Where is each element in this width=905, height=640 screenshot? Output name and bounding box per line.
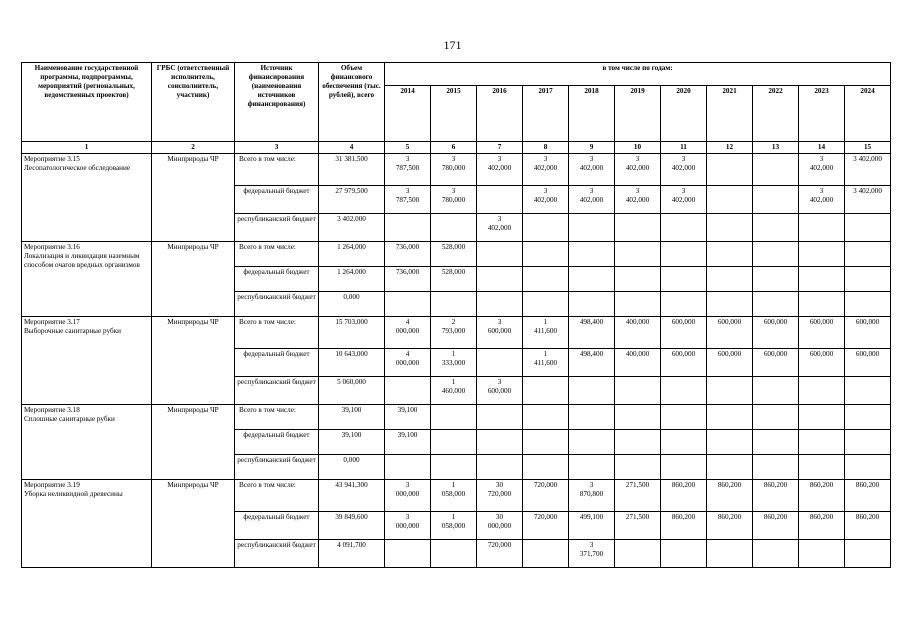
- year-value: [523, 267, 569, 292]
- year-value: 3 402,000: [845, 154, 891, 186]
- year-header: 2020: [661, 86, 707, 142]
- year-value: [523, 455, 569, 480]
- year-value: 3 000,000: [385, 512, 431, 540]
- year-value: [753, 405, 799, 430]
- measure-name: Мероприятие 3.17 Выборочные санитарные рубки: [22, 317, 152, 405]
- year-value: 1 058,000: [431, 512, 477, 540]
- year-value: 600,000: [707, 317, 753, 349]
- year-value: [845, 292, 891, 317]
- year-value: [753, 377, 799, 405]
- year-value: [569, 292, 615, 317]
- header-source: Источник финансирования (наименования источников финансирования): [235, 63, 319, 142]
- year-value: 600,000: [845, 317, 891, 349]
- year-value: [523, 430, 569, 455]
- year-value: [661, 377, 707, 405]
- year-value: 3 780,000: [431, 186, 477, 214]
- year-value: [431, 430, 477, 455]
- grbs-cell: Минприроды ЧР: [152, 317, 235, 405]
- grbs-cell: Минприроды ЧР: [152, 242, 235, 317]
- year-value: [753, 242, 799, 267]
- funding-source: республиканский бюджет: [235, 455, 319, 480]
- column-number: 7: [477, 142, 523, 154]
- funding-source: Всего в том числе:: [235, 154, 319, 186]
- funding-source: республиканский бюджет: [235, 292, 319, 317]
- year-header: 2017: [523, 86, 569, 142]
- funding-source: федеральный бюджет: [235, 512, 319, 540]
- year-value: [845, 430, 891, 455]
- year-value: 1 460,000: [431, 377, 477, 405]
- year-value: [477, 405, 523, 430]
- year-header: 2014: [385, 86, 431, 142]
- year-value: [385, 214, 431, 242]
- year-value: [845, 540, 891, 568]
- year-value: [431, 292, 477, 317]
- year-value: [799, 267, 845, 292]
- year-value: 720,000: [523, 512, 569, 540]
- column-number: 13: [753, 142, 799, 154]
- column-number: 12: [707, 142, 753, 154]
- measure-name: Мероприятие 3.18 Сплошные санитарные рубки: [22, 405, 152, 480]
- year-header: 2023: [799, 86, 845, 142]
- year-value: 3 402,000: [523, 154, 569, 186]
- column-number: 3: [235, 142, 319, 154]
- year-value: [431, 214, 477, 242]
- header-volume: Объем финансового обеспечения (тыс. рублей), всего: [319, 63, 385, 142]
- year-value: [477, 267, 523, 292]
- year-value: 860,200: [799, 512, 845, 540]
- year-value: 3 600,000: [477, 317, 523, 349]
- year-value: [569, 214, 615, 242]
- year-value: 3 402,000: [615, 154, 661, 186]
- year-header: 2021: [707, 86, 753, 142]
- year-value: [615, 214, 661, 242]
- year-value: [523, 405, 569, 430]
- year-value: 600,000: [753, 317, 799, 349]
- year-value: [753, 267, 799, 292]
- year-value: 3 000,000: [385, 480, 431, 512]
- total-volume: 3 402,000: [319, 214, 385, 242]
- year-value: 39,100: [385, 430, 431, 455]
- year-value: [477, 430, 523, 455]
- year-header: 2016: [477, 86, 523, 142]
- year-value: 600,000: [661, 349, 707, 377]
- year-value: 3 371,700: [569, 540, 615, 568]
- year-value: [753, 430, 799, 455]
- year-value: 3 402,000: [477, 154, 523, 186]
- year-value: [707, 154, 753, 186]
- year-value: [845, 214, 891, 242]
- year-value: [799, 214, 845, 242]
- year-value: 600,000: [661, 317, 707, 349]
- year-value: 860,200: [845, 480, 891, 512]
- measure-name: Мероприятие 3.19 Уборка неликвидной древесины: [22, 480, 152, 568]
- year-value: [661, 242, 707, 267]
- total-volume: 0,000: [319, 292, 385, 317]
- year-value: 3 402,000: [477, 214, 523, 242]
- funding-source: федеральный бюджет: [235, 349, 319, 377]
- total-volume: 39,100: [319, 430, 385, 455]
- year-value: 528,000: [431, 242, 477, 267]
- year-value: 4 000,000: [385, 349, 431, 377]
- year-value: [615, 430, 661, 455]
- year-value: 3 870,800: [569, 480, 615, 512]
- year-value: [845, 455, 891, 480]
- year-value: 860,200: [845, 512, 891, 540]
- table-row: [22, 480, 891, 512]
- funding-source: федеральный бюджет: [235, 186, 319, 214]
- year-value: [569, 405, 615, 430]
- year-value: [707, 267, 753, 292]
- total-volume: 0,000: [319, 455, 385, 480]
- year-value: 271,500: [615, 512, 661, 540]
- column-number: 14: [799, 142, 845, 154]
- table-row: [22, 242, 891, 267]
- year-value: [523, 292, 569, 317]
- year-header: 2018: [569, 86, 615, 142]
- column-number: 15: [845, 142, 891, 154]
- table-row: [22, 317, 891, 349]
- year-value: [845, 242, 891, 267]
- year-value: [569, 430, 615, 455]
- year-value: [799, 430, 845, 455]
- year-value: [477, 292, 523, 317]
- year-value: [385, 292, 431, 317]
- total-volume: 31 381,500: [319, 154, 385, 186]
- year-value: 498,400: [569, 317, 615, 349]
- year-value: [661, 292, 707, 317]
- year-value: 3 600,000: [477, 377, 523, 405]
- year-value: [753, 540, 799, 568]
- year-value: [753, 186, 799, 214]
- year-value: [523, 242, 569, 267]
- year-value: 860,200: [799, 480, 845, 512]
- total-volume: 1 264,000: [319, 242, 385, 267]
- year-value: [615, 292, 661, 317]
- year-header: 2022: [753, 86, 799, 142]
- column-number: 8: [523, 142, 569, 154]
- year-value: [615, 405, 661, 430]
- year-value: 3 402,000: [523, 186, 569, 214]
- total-volume: 27 979,500: [319, 186, 385, 214]
- year-value: [707, 242, 753, 267]
- year-value: [431, 455, 477, 480]
- year-value: [661, 430, 707, 455]
- year-value: [661, 455, 707, 480]
- year-value: 600,000: [845, 349, 891, 377]
- year-value: 498,400: [569, 349, 615, 377]
- year-value: 3 402,000: [845, 186, 891, 214]
- year-value: [707, 405, 753, 430]
- year-value: [707, 292, 753, 317]
- funding-source: Всего в том числе:: [235, 405, 319, 430]
- year-value: [523, 377, 569, 405]
- measure-name: Мероприятие 3.15 Лесопатологическое обследование: [22, 154, 152, 242]
- funding-source: Всего в том числе:: [235, 317, 319, 349]
- year-value: 30 000,000: [477, 512, 523, 540]
- column-number: 11: [661, 142, 707, 154]
- year-header: 2019: [615, 86, 661, 142]
- header-grbs: ГРБС (ответственный исполнитель, соисполнитель, участник): [152, 63, 235, 142]
- header-years-group: в том числе по годам:: [385, 63, 891, 86]
- year-value: [799, 292, 845, 317]
- column-number: 2: [152, 142, 235, 154]
- year-value: 600,000: [753, 349, 799, 377]
- year-value: [431, 405, 477, 430]
- year-value: [661, 267, 707, 292]
- year-value: [569, 377, 615, 405]
- year-value: 3 402,000: [661, 154, 707, 186]
- year-value: [477, 349, 523, 377]
- table-row: [22, 154, 891, 186]
- year-value: 1 411,600: [523, 317, 569, 349]
- column-numbers-row: [22, 142, 891, 154]
- year-value: 860,200: [753, 512, 799, 540]
- year-value: 600,000: [799, 349, 845, 377]
- page-number: 171: [443, 38, 462, 52]
- year-value: 3 402,000: [569, 186, 615, 214]
- total-volume: 10 643,000: [319, 349, 385, 377]
- year-value: [477, 455, 523, 480]
- financing-table: [21, 62, 891, 568]
- year-value: 720,000: [477, 540, 523, 568]
- year-header: 2024: [845, 86, 891, 142]
- year-value: 3 402,000: [661, 186, 707, 214]
- year-value: 3 787,500: [385, 154, 431, 186]
- total-volume: 4 091,700: [319, 540, 385, 568]
- year-value: [707, 455, 753, 480]
- year-value: [385, 377, 431, 405]
- year-value: [799, 540, 845, 568]
- year-value: [799, 242, 845, 267]
- column-number: 1: [22, 142, 152, 154]
- year-value: [477, 242, 523, 267]
- year-value: 600,000: [799, 317, 845, 349]
- year-value: [799, 377, 845, 405]
- year-value: [707, 540, 753, 568]
- year-value: [661, 405, 707, 430]
- year-value: 528,000: [431, 267, 477, 292]
- year-value: [799, 405, 845, 430]
- year-value: [385, 540, 431, 568]
- year-value: [845, 377, 891, 405]
- year-value: [615, 242, 661, 267]
- year-value: [523, 214, 569, 242]
- year-value: 400,000: [615, 317, 661, 349]
- year-value: [615, 455, 661, 480]
- year-value: 860,200: [707, 512, 753, 540]
- year-value: [799, 455, 845, 480]
- year-value: 30 720,000: [477, 480, 523, 512]
- column-number: 9: [569, 142, 615, 154]
- year-value: 3 787,500: [385, 186, 431, 214]
- year-value: [753, 455, 799, 480]
- year-value: 860,200: [661, 512, 707, 540]
- column-number: 4: [319, 142, 385, 154]
- year-value: 400,000: [615, 349, 661, 377]
- year-value: 3 402,000: [799, 154, 845, 186]
- year-value: 1 058,000: [431, 480, 477, 512]
- year-value: 860,200: [753, 480, 799, 512]
- funding-source: федеральный бюджет: [235, 430, 319, 455]
- funding-source: республиканский бюджет: [235, 540, 319, 568]
- funding-source: республиканский бюджет: [235, 214, 319, 242]
- grbs-cell: Минприроды ЧР: [152, 405, 235, 480]
- funding-source: Всего в том числе:: [235, 480, 319, 512]
- year-value: 1 411,600: [523, 349, 569, 377]
- funding-source: Всего в том числе:: [235, 242, 319, 267]
- year-value: [385, 455, 431, 480]
- funding-source: республиканский бюджет: [235, 377, 319, 405]
- total-volume: 5 060,000: [319, 377, 385, 405]
- year-value: [707, 430, 753, 455]
- year-value: [707, 214, 753, 242]
- total-volume: 39,100: [319, 405, 385, 430]
- year-value: [661, 540, 707, 568]
- grbs-cell: Минприроды ЧР: [152, 480, 235, 568]
- year-value: 3 780,000: [431, 154, 477, 186]
- total-volume: 39 849,600: [319, 512, 385, 540]
- year-value: [615, 377, 661, 405]
- year-value: [569, 242, 615, 267]
- year-value: [615, 540, 661, 568]
- total-volume: 43 941,300: [319, 480, 385, 512]
- year-value: [661, 214, 707, 242]
- year-value: 3 402,000: [615, 186, 661, 214]
- year-value: [845, 267, 891, 292]
- year-value: 1 333,000: [431, 349, 477, 377]
- year-value: 39,100: [385, 405, 431, 430]
- year-value: [569, 267, 615, 292]
- year-value: 2 793,000: [431, 317, 477, 349]
- year-value: 860,200: [707, 480, 753, 512]
- total-volume: 15 703,000: [319, 317, 385, 349]
- year-value: [753, 214, 799, 242]
- year-value: 736,000: [385, 267, 431, 292]
- total-volume: 1 264,000: [319, 267, 385, 292]
- grbs-cell: Минприроды ЧР: [152, 154, 235, 242]
- year-value: [753, 154, 799, 186]
- year-value: [845, 405, 891, 430]
- year-value: 860,200: [661, 480, 707, 512]
- table-row: [22, 405, 891, 430]
- column-number: 5: [385, 142, 431, 154]
- year-value: 736,000: [385, 242, 431, 267]
- year-value: [523, 540, 569, 568]
- measure-name: Мероприятие 3.16 Локализация и ликвидация наземным способом очагов вредных организмов: [22, 242, 152, 317]
- year-value: [707, 186, 753, 214]
- column-number: 6: [431, 142, 477, 154]
- year-value: [615, 267, 661, 292]
- year-value: 720,000: [523, 480, 569, 512]
- year-value: 4 000,000: [385, 317, 431, 349]
- year-value: 499,100: [569, 512, 615, 540]
- header-name: Наименование государственной программы, подпрограммы, мероприятий (региональных, ведомственных проектов): [22, 63, 152, 142]
- year-value: 3 402,000: [569, 154, 615, 186]
- year-value: 3 402,000: [799, 186, 845, 214]
- year-value: [431, 540, 477, 568]
- year-header: 2015: [431, 86, 477, 142]
- year-value: [753, 292, 799, 317]
- year-value: 271,500: [615, 480, 661, 512]
- year-value: 600,000: [707, 349, 753, 377]
- funding-source: федеральный бюджет: [235, 267, 319, 292]
- column-number: 10: [615, 142, 661, 154]
- year-value: [477, 186, 523, 214]
- year-value: [707, 377, 753, 405]
- year-value: [569, 455, 615, 480]
